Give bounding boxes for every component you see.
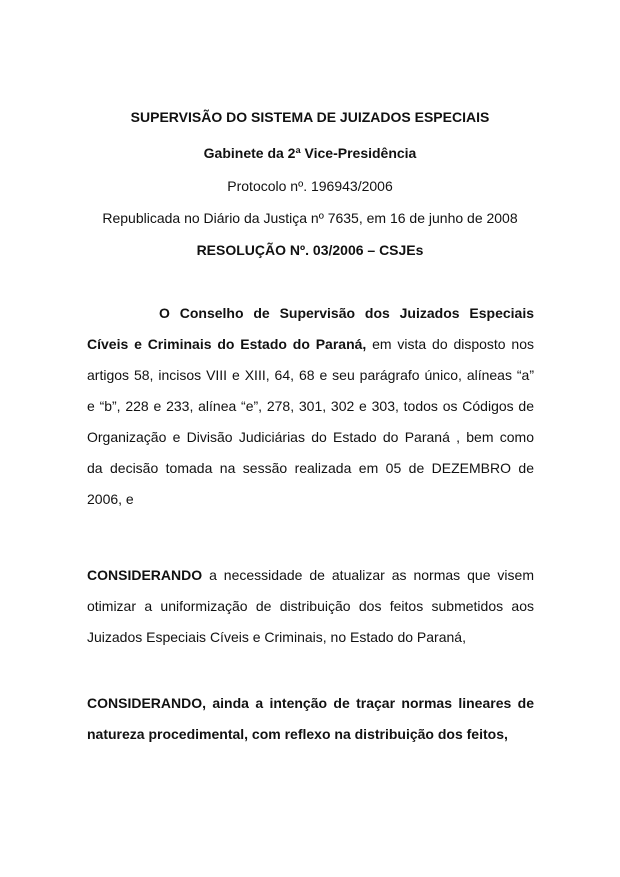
intro-line-4: e “b”, 228 e 233, alínea “e”, 278, 301, 302 e 303, todos os Códigos de	[87, 398, 534, 414]
intro-line-6: da decisão tomada na sessão realizada em 05 de DEZEMBRO de	[87, 460, 534, 476]
considerando1-rest-text: a necessidade de atualizar as normas que visem	[202, 567, 534, 583]
intro-line-2	[87, 329, 534, 360]
considerando-paragraph-2	[87, 688, 534, 750]
intro-line-3: artigos 58, incisos VIII e XIII, 64, 68 e seu parágrafo único, alíneas “a”	[87, 367, 534, 383]
considerando2-line-2: natureza procedimental, com reflexo na distribuição dos feitos,	[87, 726, 508, 742]
header-title: SUPERVISÃO DO SISTEMA DE JUIZADOS ESPECIAIS	[130, 109, 490, 125]
considerando2-line-1: CONSIDERANDO, ainda a intenção de traçar normas lineares de	[87, 695, 534, 711]
header-office: Gabinete da 2ª Vice-Presidência	[203, 145, 417, 161]
considerando-paragraph-1	[87, 560, 534, 653]
intro-line-1: O Conselho de Supervisão dos Juizados Especiais	[159, 305, 534, 321]
considerando1-line-1	[87, 560, 534, 591]
header-protocol: Protocolo nº. 196943/2006	[227, 178, 393, 194]
intro-bold-text: Cíveis e Criminais do Estado do Paraná,	[87, 336, 367, 352]
intro-line-5: Organização e Divisão Judiciárias do Estado do Paraná , bem como	[87, 429, 534, 445]
intro-paragraph	[87, 298, 534, 515]
considerando1-line-2: otimizar a uniformização de distribuição dos feitos submetidos aos	[87, 598, 534, 614]
resolution-title: RESOLUÇÃO Nº. 03/2006 – CSJEs	[196, 242, 424, 258]
intro-rest-text: em vista do disposto nos	[366, 336, 535, 352]
considerando1-line-3: Juizados Especiais Cíveis e Criminais, no Estado do Paraná,	[87, 629, 466, 645]
considerando1-bold-word: CONSIDERANDO	[87, 567, 203, 583]
header-republication: Republicada no Diário da Justiça nº 7635, em 16 de junho de 2008	[102, 210, 518, 226]
intro-line-7: 2006, e	[87, 491, 134, 507]
